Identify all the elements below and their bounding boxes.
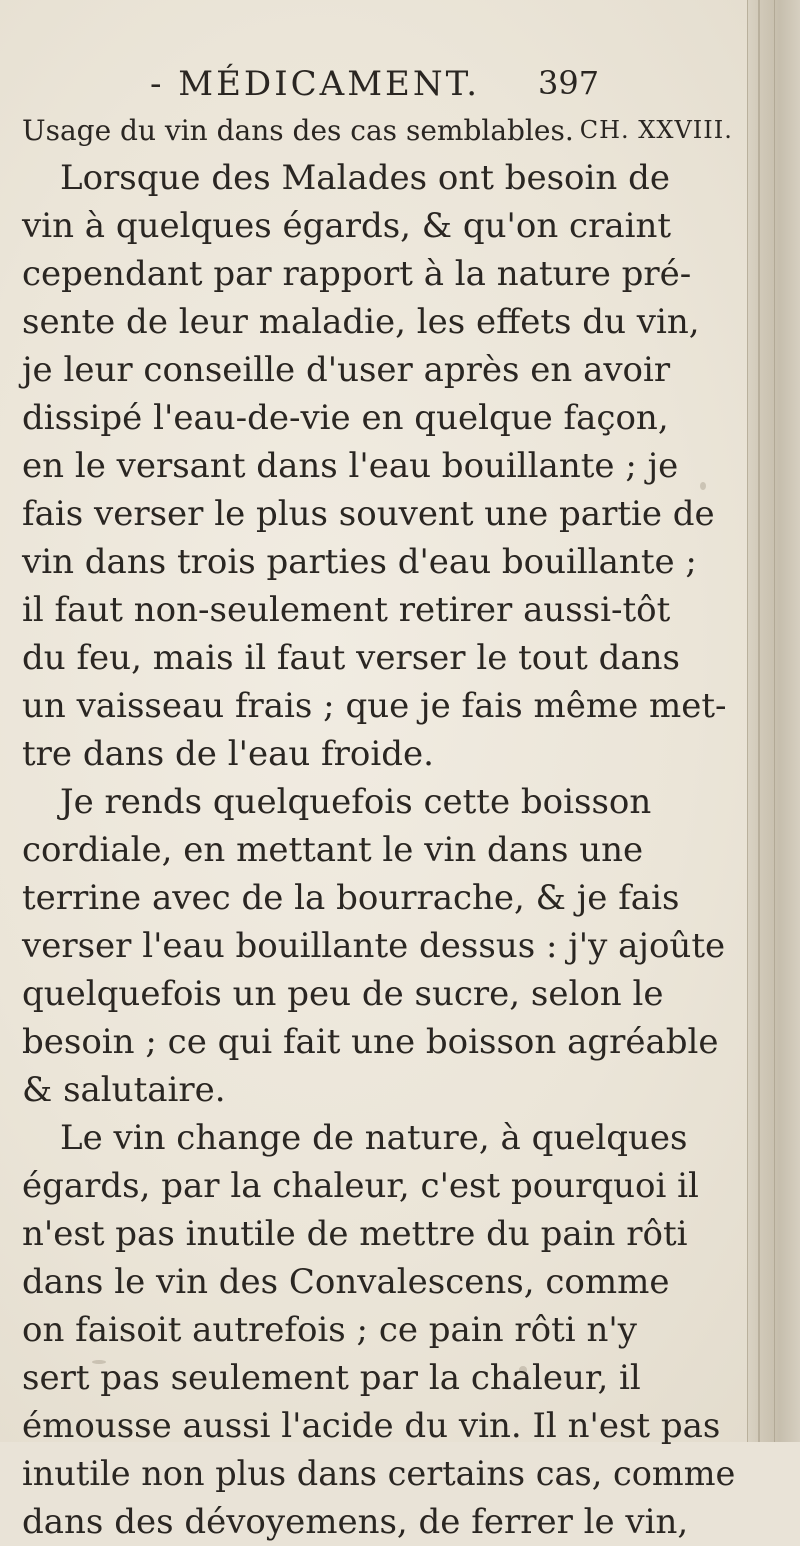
text-line: on faisoit autrefois ; ce pain rôti n'y [22,1310,637,1350]
text-line: en le versant dans l'eau bouillante ; je [22,446,679,486]
side-heading: Usage du vin dans des cas semblables. [22,114,574,147]
text-line: émousse aussi l'acide du vin. Il n'est pas [22,1406,721,1446]
page-edge [747,0,800,1442]
running-head: - MÉDICAMENT. [150,64,481,104]
text-line: dissipé l'eau-de-vie en quelque façon, [22,398,669,438]
text-line: il faut non-seulement retirer aussi-tôt [22,590,671,630]
text-line: égards, par la chaleur, c'est pourquoi il [22,1166,699,1206]
text-line: tre dans de l'eau froide. [22,734,434,774]
text-line [22,106,742,154]
chapter-note: CH. XXVIII. [579,116,733,144]
page-header [40,64,740,104]
body-text [22,106,742,1546]
text-line: Je rends quelquefois cette boisson [60,782,652,822]
text-line: vin dans trois parties d'eau bouillante ; [22,542,697,582]
text-line: & salutaire. [22,1070,226,1110]
text-line: dans des dévoyemens, de ferrer le vin, [22,1502,689,1542]
text-line: je leur conseille d'user après en avoir [22,350,671,390]
text-line: terrine avec de la bourrache, & je fais [22,878,680,918]
text-line: fais verser le plus souvent une partie de [22,494,715,534]
text-line: verser l'eau bouillante dessus : j'y ajoûte [22,926,726,966]
text-line: sente de leur maladie, les effets du vin, [22,302,700,342]
text-line: inutile non plus dans certains cas, comme [22,1454,736,1493]
text-line: Le vin change de nature, à quelques [60,1118,688,1158]
text-line: dans le vin des Convalescens, comme [22,1262,670,1302]
text-line: cependant par rapport à la nature pré- [22,254,692,294]
text-line: besoin ; ce qui fait une boisson agréable [22,1022,719,1062]
text-line: cordiale, en mettant le vin dans une [22,830,644,870]
text-line: sert pas seulement par la chaleur, il [22,1358,641,1398]
text-line: quelquefois un peu de sucre, selon le [22,974,664,1014]
text-line: du feu, mais il faut verser le tout dans [22,638,681,678]
text-line: Lorsque des Malades ont besoin de [60,158,670,198]
page-number: 397 [538,64,600,102]
text-line: n'est pas inutile de mettre du pain rôti [22,1214,688,1254]
text-line: un vaisseau frais ; que je fais même met- [22,686,727,726]
text-line: vin à quelques égards, & qu'on craint [22,206,672,246]
